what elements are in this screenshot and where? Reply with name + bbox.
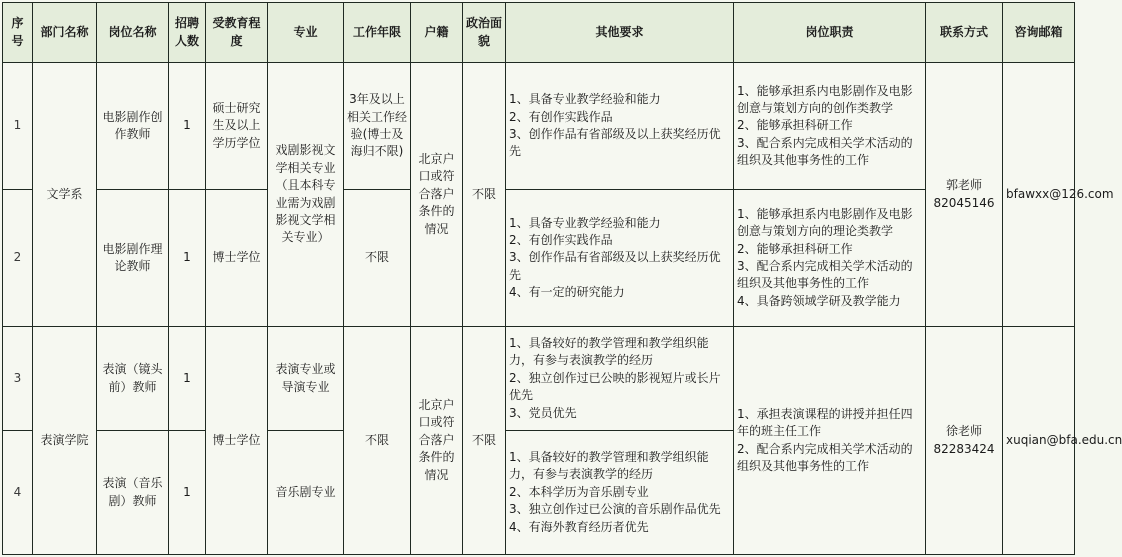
cell-seq: 2	[3, 190, 33, 327]
cell-other-requirements	[506, 327, 734, 431]
cell-contact: 郭老师 82045146	[926, 63, 1003, 327]
requirement-line: 4、有一定的研究能力	[509, 285, 625, 300]
requirement-line: 3、党员优先	[509, 405, 577, 420]
requirement-line: 2、本科学历为音乐剧专业	[509, 484, 649, 499]
duty-line: 4、具备跨领域学研及教学能力	[737, 293, 901, 308]
cell-count: 1	[169, 63, 206, 190]
duty-line: 1、能够承担系内电影剧作及电影创意与策划方向的理论类教学	[737, 206, 913, 239]
cell-email: bfawxx@126.com	[1003, 63, 1075, 327]
cell-years: 3年及以上相关工作经验(博士及海归不限)	[344, 63, 411, 190]
header-email: 咨询邮箱	[1003, 3, 1075, 63]
table-row	[3, 63, 1075, 190]
cell-edu: 硕士研究生及以上学历学位	[206, 63, 268, 190]
cell-hukou: 北京户口或符合落户条件的情况	[411, 327, 463, 555]
header-count: 招聘人数	[169, 3, 206, 63]
duty-line: 1、承担表演课程的讲授并担任四年的班主任工作	[737, 406, 913, 439]
duty-line: 3、配合系内完成相关学术活动的组织及其他事务性的工作	[737, 135, 913, 168]
cell-other-requirements	[506, 63, 734, 190]
cell-major: 表演专业或导演专业	[268, 327, 344, 431]
requirement-line: 1、具备较好的教学管理和教学组织能力，有参与表演教学的经历	[509, 450, 709, 482]
cell-post: 表演（镜头前）教师	[97, 327, 169, 431]
header-seq: 序号	[3, 3, 33, 63]
requirement-line: 3、创作作品有省部级及以上获奖经历优先	[509, 250, 721, 282]
table-row	[3, 190, 1075, 327]
cell-years: 不限	[344, 190, 411, 327]
duty-line: 2、能够承担科研工作	[737, 118, 853, 133]
cell-dept: 表演学院	[33, 327, 97, 555]
header-political: 政治面貌	[463, 3, 506, 63]
duty-line: 1、能够承担系内电影剧作及电影创意与策划方向的创作类教学	[737, 83, 913, 115]
cell-seq: 3	[3, 327, 33, 431]
cell-major: 戏剧影视文学相关专业（且本科专业需为戏剧影视文学相关专业）	[268, 63, 344, 327]
table-row	[3, 327, 1075, 431]
header-years: 工作年限	[344, 3, 411, 63]
requirement-line: 4、有海外教育经历者优先	[509, 519, 649, 534]
duty-line: 3、配合系内完成相关学术活动的组织及其他事务性的工作	[737, 259, 913, 291]
header-contact: 联系方式	[926, 3, 1003, 63]
header-duty: 岗位职责	[734, 3, 926, 63]
duty-line: 2、能够承担科研工作	[737, 241, 853, 256]
header-edu: 受教育程度	[206, 3, 268, 63]
header-row	[3, 3, 1075, 63]
requirement-line: 3、独立创作过已公演的音乐剧作品优先	[509, 502, 721, 517]
cell-hukou: 北京户口或符合落户条件的情况	[411, 63, 463, 327]
cell-dept: 文学系	[33, 63, 97, 327]
duty-line: 2、配合系内完成相关学术活动的组织及其他事务性的工作	[737, 441, 913, 473]
requirement-line: 1、具备较好的教学管理和教学组织能力，有参与表演教学的经历	[509, 336, 709, 368]
cell-years: 不限	[344, 327, 411, 555]
cell-count: 1	[169, 431, 206, 555]
cell-seq: 4	[3, 431, 33, 555]
cell-duty	[734, 327, 926, 555]
cell-major: 音乐剧专业	[268, 431, 344, 555]
header-dept: 部门名称	[33, 3, 97, 63]
recruitment-table	[2, 2, 1122, 555]
cell-email: xuqian@bfa.edu.cn	[1003, 327, 1075, 555]
cell-post: 电影剧作创作教师	[97, 63, 169, 190]
cell-seq: 1	[3, 63, 33, 190]
cell-edu: 博士学位	[206, 190, 268, 327]
requirement-line: 2、有创作实践作品	[509, 232, 613, 247]
header-hukou: 户籍	[411, 3, 463, 63]
cell-other-requirements	[506, 431, 734, 555]
header-post: 岗位名称	[97, 3, 169, 63]
header-other: 其他要求	[506, 3, 734, 63]
requirement-line: 1、具备专业教学经验和能力	[509, 215, 661, 230]
requirement-line: 3、创作作品有省部级及以上获奖经历优先	[509, 127, 721, 159]
cell-count: 1	[169, 327, 206, 431]
cell-other-requirements	[506, 190, 734, 327]
cell-edu: 博士学位	[206, 327, 268, 555]
cell-political: 不限	[463, 327, 506, 555]
requirement-line: 2、有创作实践作品	[509, 109, 613, 124]
cell-political: 不限	[463, 63, 506, 327]
cell-post: 电影剧作理论教师	[97, 190, 169, 327]
requirement-line: 2、独立创作过已公映的影视短片或长片优先	[509, 370, 721, 403]
requirement-line: 1、具备专业教学经验和能力	[509, 92, 661, 107]
header-major: 专业	[268, 3, 344, 63]
cell-post: 表演（音乐剧）教师	[97, 431, 169, 555]
cell-duty	[734, 63, 926, 190]
cell-contact: 徐老师 82283424	[926, 327, 1003, 555]
cell-duty	[734, 190, 926, 327]
cell-count: 1	[169, 190, 206, 327]
